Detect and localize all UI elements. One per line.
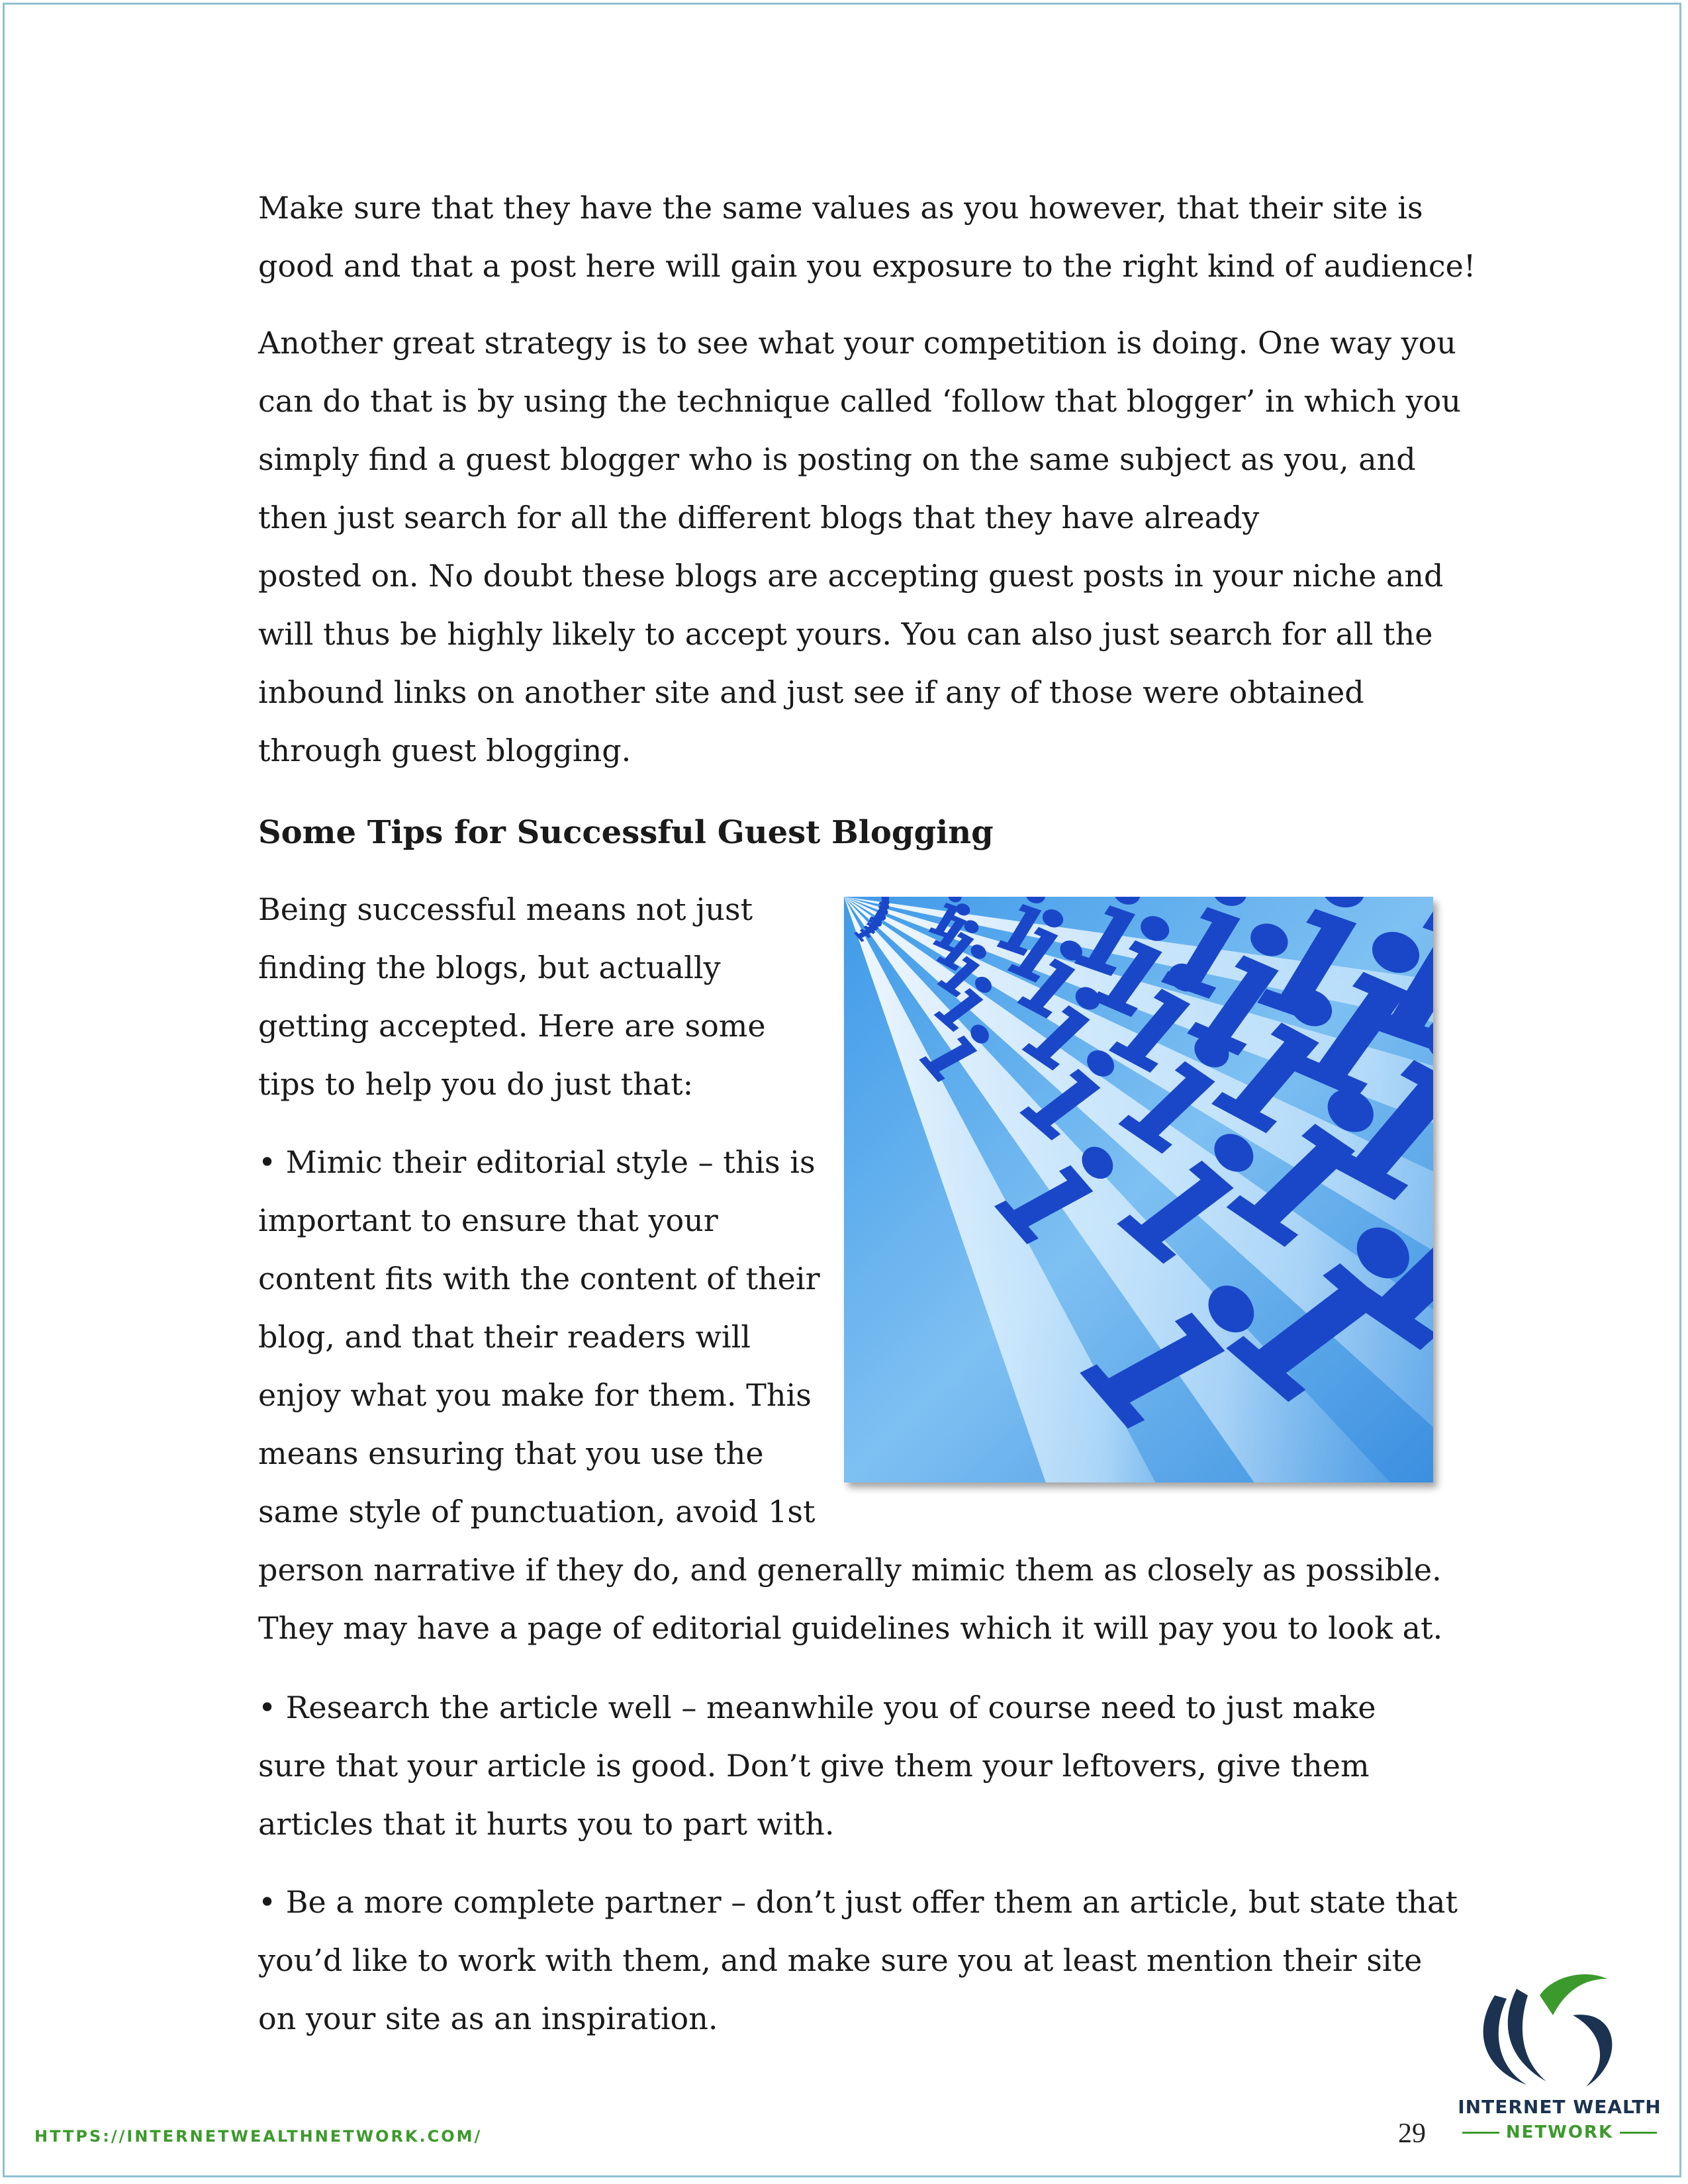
text-line: will thus be highly likely to accept yours. You can also just search for all the [258, 616, 1433, 652]
brand-logo [1454, 1969, 1679, 2148]
section-heading: Some Tips for Successful Guest Blogging [258, 814, 994, 851]
text-line: articles that it hurts you to part with. [258, 1806, 835, 1842]
info-icons-illustration [844, 897, 1433, 1482]
logo-text-line1: INTERNET WEALTH [1458, 2096, 1662, 2118]
text-line: getting accepted. Here are some [258, 1008, 766, 1044]
text-line: you’d like to work with them, and make sure you at least mention their site [258, 1942, 1423, 1978]
text-line: content fits with the content of their [258, 1261, 820, 1297]
text-line: on your site as an inspiration. [258, 2001, 718, 2036]
paragraph-3 [258, 880, 827, 1113]
text-line: They may have a page of editorial guidelines which it will pay you to look at. [258, 1610, 1443, 1646]
text-line: Being successful means not just [258, 891, 753, 927]
bullet-complete-partner [258, 1873, 1458, 2048]
text-line: finding the blogs, but actually [258, 950, 721, 985]
bullet-research-article [258, 1678, 1436, 1853]
text-line: good and that a post here will gain you exposure to the right kind of audience! [258, 248, 1476, 284]
text-line: sure that your article is good. Don’t give them your leftovers, give them [258, 1748, 1370, 1784]
text-line: • Be a more complete partner – don’t just offer them an article, but state that [258, 1884, 1458, 1920]
logo-dash-left [1462, 2132, 1499, 2134]
text-line: important to ensure that your [258, 1203, 718, 1238]
text-line: Make sure that they have the same values as you however, that their site is [258, 190, 1423, 226]
text-line: same style of punctuation, avoid 1st [258, 1494, 816, 1529]
text-line: then just search for all the different blogs that they have already [258, 500, 1260, 535]
text-line: tips to help you do just that: [258, 1066, 694, 1102]
page-number: 29 [1398, 2118, 1426, 2149]
text-line: Another great strategy is to see what your competition is doing. One way you [258, 325, 1456, 361]
text-line: person narrative if they do, and generally mimic them as closely as possible. [258, 1552, 1442, 1588]
text-line: • Mimic their editorial style – this is [258, 1144, 816, 1180]
text-line: posted on. No doubt these blogs are accepting guest posts in your niche and [258, 558, 1444, 594]
text-line: • Research the article well – meanwhile you of course need to just make [258, 1690, 1376, 1725]
paragraph-2 [258, 314, 1461, 780]
text-line: enjoy what you make for them. This [258, 1377, 812, 1413]
text-line: inbound links on another site and just see if any of those were obtained [258, 674, 1364, 710]
logo-dash-right [1620, 2132, 1657, 2134]
text-line: can do that is by using the technique called ‘follow that blogger’ in which you [258, 383, 1461, 419]
text-line: through guest blogging. [258, 733, 632, 768]
text-line: blog, and that their readers will [258, 1319, 751, 1355]
logo-mark-icon [1454, 1969, 1665, 2095]
text-line: simply find a guest blogger who is posting on the same subject as you, and [258, 441, 1416, 477]
footer-url[interactable]: HTTPS://INTERNETWEALTHNETWORK.COM/ [34, 2127, 483, 2146]
logo-text-line2 [1454, 2122, 1665, 2142]
paragraph-1 [258, 179, 1476, 295]
logo-text-network: NETWORK [1505, 2122, 1614, 2142]
text-line: means ensuring that you use the [258, 1435, 764, 1471]
